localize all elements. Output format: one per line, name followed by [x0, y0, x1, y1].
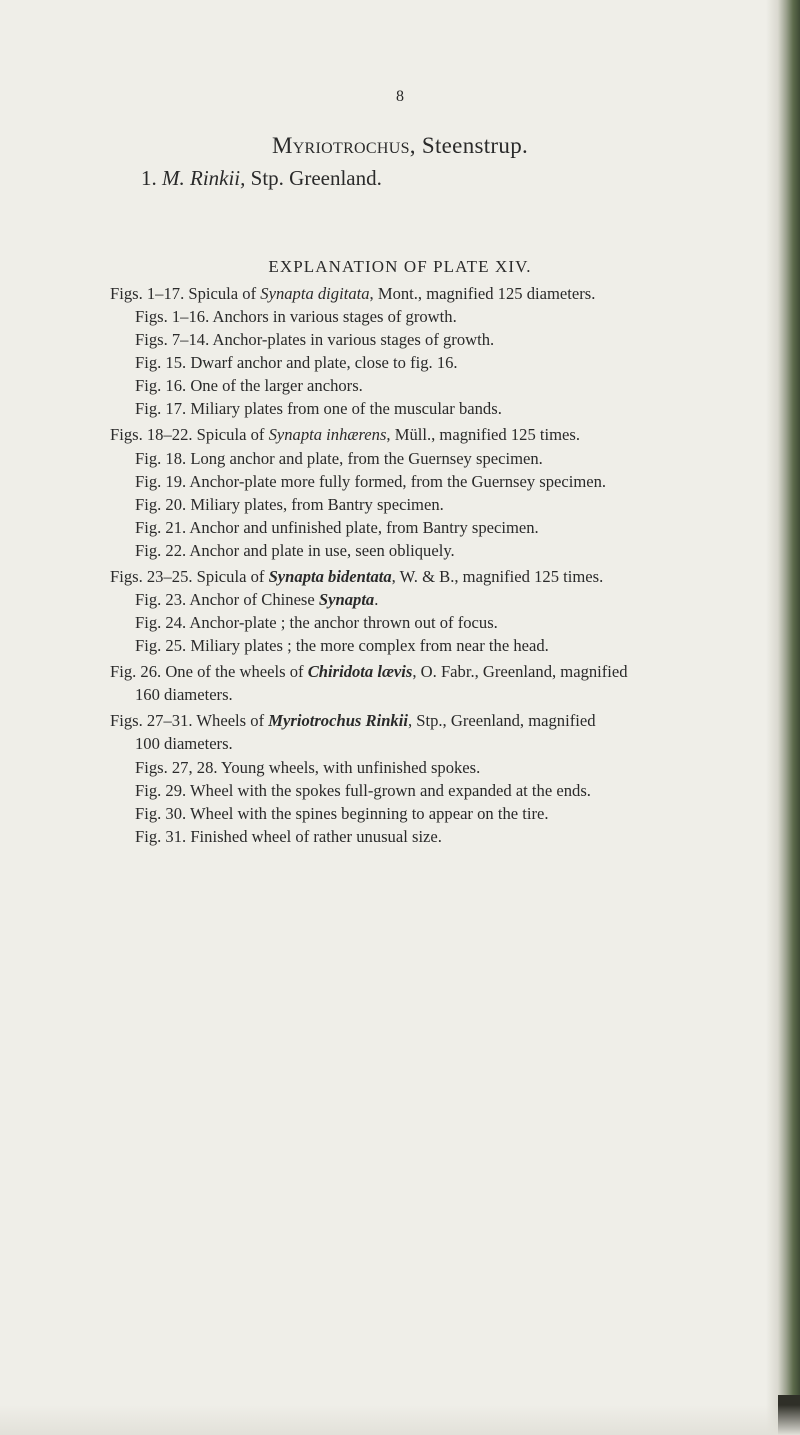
line-text: Fig. 31. Finished wheel of rather unusual size.	[135, 827, 442, 846]
figure-line	[110, 425, 580, 445]
figure-line	[135, 376, 363, 396]
line-text-continued: , Müll., magnified 125 times.	[386, 425, 580, 444]
species-authority: Stp.	[245, 166, 284, 190]
line-text: Fig. 18. Long anchor and plate, from the Guernsey specimen.	[135, 449, 543, 468]
species-name: M. Rinkii,	[162, 166, 246, 190]
line-text-continued: , Stp., Greenland, magnified	[407, 711, 596, 730]
species-entry	[141, 166, 382, 191]
figure-line	[110, 662, 628, 682]
line-text-continued: , Mont., magnified 125 diameters.	[369, 284, 596, 303]
figure-line	[135, 472, 606, 492]
page-bottom-shadow	[0, 1405, 800, 1435]
page-edge-shadow	[766, 0, 800, 1435]
species-name-italic: Myriotrochus Rinkii	[268, 711, 408, 730]
figure-line	[135, 613, 498, 633]
line-text: Fig. 30. Wheel with the spines beginning to appear on the tire.	[135, 804, 549, 823]
species-name-italic: Synapta digitata	[260, 284, 370, 303]
figure-line	[110, 284, 595, 304]
figure-line	[135, 758, 480, 778]
figure-line	[135, 827, 442, 847]
figure-line	[110, 567, 603, 587]
figure-line	[135, 330, 494, 350]
species-locality: Greenland.	[283, 166, 382, 190]
plate-explanation-heading: EXPLANATION OF PLATE XIV.	[268, 257, 532, 276]
line-text: Fig. 21. Anchor and unfinished plate, from Bantry specimen.	[135, 518, 539, 537]
species-name-italic: Chiridota lævis	[307, 662, 413, 681]
line-text: Figs. 1–16. Anchors in various stages of growth.	[135, 307, 457, 326]
genus-authority: , Steenstrup.	[409, 133, 529, 158]
species-name-italic: Synapta	[318, 590, 375, 609]
line-text: Fig. 20. Miliary plates, from Bantry specimen.	[135, 495, 444, 514]
line-text: 160 diameters.	[135, 685, 233, 704]
figure-line	[135, 734, 233, 754]
line-text: Fig. 25. Miliary plates ; the more complex from near the head.	[135, 636, 549, 655]
figure-line	[135, 399, 502, 419]
genus-heading	[0, 133, 800, 159]
line-text: Fig. 17. Miliary plates from one of the muscular bands.	[135, 399, 502, 418]
line-text: Figs. 1–17. Spicula of	[110, 284, 261, 303]
line-text: Figs. 7–14. Anchor-plates in various stages of growth.	[135, 330, 495, 349]
line-text: Fig. 19. Anchor-plate more fully formed, from the Guernsey specimen.	[135, 472, 607, 491]
line-text: Figs. 27–31. Wheels of	[110, 711, 269, 730]
figure-line	[135, 495, 444, 515]
line-text-continued: .	[374, 590, 379, 609]
line-text: 100 diameters.	[135, 734, 233, 753]
figure-line	[135, 636, 549, 656]
genus-name: Myriotrochus	[271, 133, 410, 158]
line-text: Fig. 16. One of the larger anchors.	[135, 376, 363, 395]
species-name-italic: Synapta bidentata	[268, 567, 392, 586]
figure-line	[135, 307, 457, 327]
figure-line	[110, 711, 596, 731]
figure-line	[135, 541, 455, 561]
line-text: Fig. 29. Wheel with the spokes full-grown and expanded at the ends.	[135, 781, 591, 800]
figure-line	[135, 518, 539, 538]
line-text: Fig. 26. One of the wheels of	[110, 662, 308, 681]
line-text: Figs. 18–22. Spicula of	[110, 425, 269, 444]
line-text-continued: , O. Fabr., Greenland, magnified	[412, 662, 628, 681]
line-text: Fig. 15. Dwarf anchor and plate, close to fig. 16.	[135, 353, 458, 372]
figure-line	[135, 449, 543, 469]
line-text: Fig. 24. Anchor-plate ; the anchor thrown out of focus.	[135, 613, 498, 632]
figure-line	[135, 781, 591, 801]
figure-line	[135, 353, 458, 373]
line-text: Fig. 22. Anchor and plate in use, seen obliquely.	[135, 541, 455, 560]
species-number: 1.	[141, 166, 157, 190]
line-text: Figs. 23–25. Spicula of	[110, 567, 269, 586]
figure-line	[135, 685, 233, 705]
figure-line	[135, 804, 549, 824]
figure-line	[135, 590, 378, 610]
page-number: 8	[396, 88, 404, 105]
line-text-continued: , W. & B., magnified 125 times.	[391, 567, 604, 586]
line-text: Fig. 23. Anchor of Chinese	[135, 590, 319, 609]
line-text: Figs. 27, 28. Young wheels, with unfinished spokes.	[135, 758, 481, 777]
species-name-italic: Synapta inhærens	[268, 425, 387, 444]
